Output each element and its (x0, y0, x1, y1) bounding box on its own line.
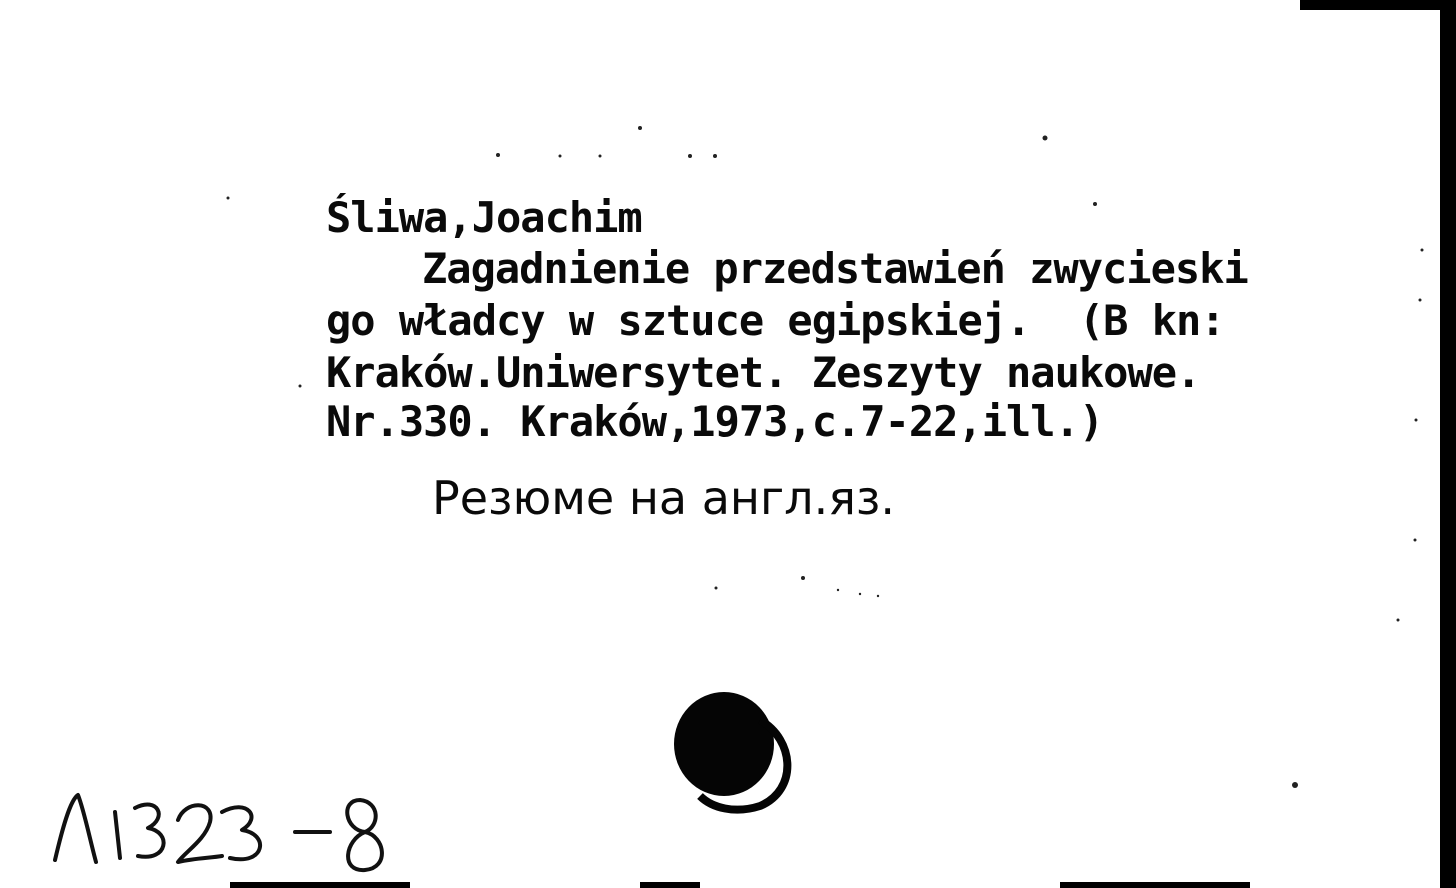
card-edge-top (1300, 0, 1456, 10)
source-line-1: Kraków.Uniwersytet. Zeszyty naukowe. (326, 348, 1201, 397)
source-line-2: Nr.330. Kraków,1973,c.7-22,ill.) (326, 397, 1104, 446)
card-edge-right (1440, 0, 1456, 888)
title-line-1: Zagadnienie przedstawień zwycieski (422, 244, 1248, 293)
card-edge-bottom (1060, 882, 1250, 888)
title-line-2: go władcy w sztuce egipskiej. (B kn: (326, 296, 1225, 345)
card-edge-bottom (230, 882, 410, 888)
summary-note: Резюме на англ.яз. (432, 471, 895, 525)
card-edge-bottom (640, 882, 700, 888)
author-line: Śliwa,Joachim (326, 193, 642, 242)
